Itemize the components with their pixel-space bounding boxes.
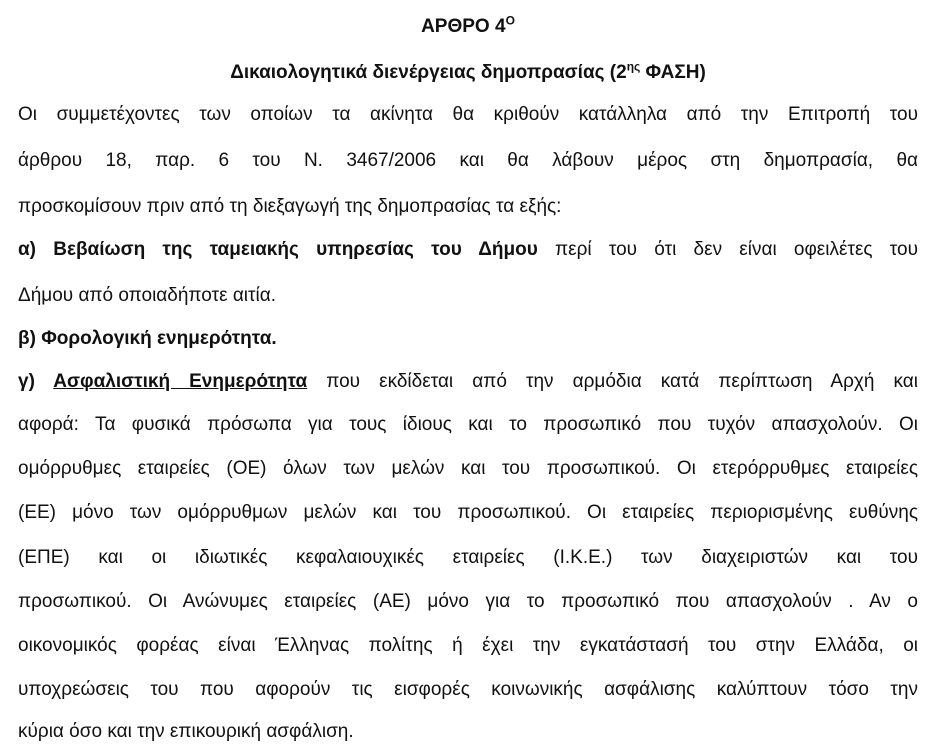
item-a-title: α) Βεβαίωση της ταμειακής υπηρεσίας του Δήμου: [18, 239, 538, 260]
item-c-prefix: γ): [18, 371, 54, 392]
item-c-line-3: ομόρρυθμες εταιρείες (ΟΕ) όλων των μελών και του προσωπικού. Οι ετερόρρυθμες εταιρείες: [18, 458, 918, 479]
subtitle-text-start: Δικαιολογητικά διενέργειας δημοπρασίας (2: [230, 62, 627, 83]
item-c-line-7: οικονομικός φορέας είναι Έλληνας πολίτης ή έχει την εγκατάστασή του στην Ελλάδα, οι: [18, 635, 918, 656]
article-title-superscript: Ο: [505, 13, 515, 28]
item-c-line-2: αφορά: Τα φυσικά πρόσωπα για τους ίδιους και το προσωπικό που τυχόν απασχολούν. Οι: [18, 414, 918, 435]
item-c-line-4: (ΕΕ) μόνο των ομόρρυθμων μελών και του προσωπικού. Οι εταιρείες περιορισμένης ευθύνης: [18, 502, 918, 523]
item-c-line-9: κύρια όσο και την επικουρική ασφάλιση.: [18, 721, 354, 742]
subtitle-text-end: ΦΑΣΗ): [640, 62, 706, 83]
item-a-line-1: [18, 239, 918, 261]
item-a-text: περί του ότι δεν είναι οφειλέτες του: [537, 239, 918, 260]
item-c-line-6: προσωπικού. Οι Ανώνυμες εταιρείες (ΑΕ) μόνο για το προσωπικό που απασχολούν . Αν ο: [18, 591, 918, 612]
item-c-text: που εκδίδεται από την αρμόδια κατά περίπτωση Αρχή και: [307, 371, 918, 392]
intro-line-1: Οι συμμετέχοντες των οποίων τα ακίνητα θα κριθούν κατάλληλα από την Επιτροπή του: [18, 104, 918, 125]
item-a-line-2: Δήμου από οποιαδήποτε αιτία.: [18, 285, 277, 306]
article-heading: [18, 13, 918, 38]
intro-line-2: άρθρου 18, παρ. 6 του Ν. 3467/2006 και θα λάβουν μέρος στη δημοπρασία, θα: [18, 150, 918, 171]
article-subtitle: [18, 59, 918, 84]
item-c-line-5: (ΕΠΕ) και οι ιδιωτικές κεφαλαιουχικές εταιρείες (Ι.Κ.Ε.) των διαχειριστών και του: [18, 547, 918, 568]
article-title: ΑΡΘΡΟ 4: [421, 16, 506, 37]
item-c-line-1: [18, 371, 918, 393]
subtitle-superscript: ης: [626, 59, 641, 74]
item-c-line-8: υποχρεώσεις του που αφορούν τις εισφορές κοινωνικής ασφάλισης καλύπτουν τόσο την: [18, 679, 918, 700]
document-page: [18, 0, 918, 750]
item-c-title: Ασφαλιστική Ενημερότητα: [53, 371, 308, 392]
intro-line-3: προσκομίσουν πριν από τη διεξαγωγή της δημοπρασίας τα εξής:: [18, 196, 562, 217]
item-b-title: β) Φορολογική ενημερότητα.: [18, 328, 277, 349]
